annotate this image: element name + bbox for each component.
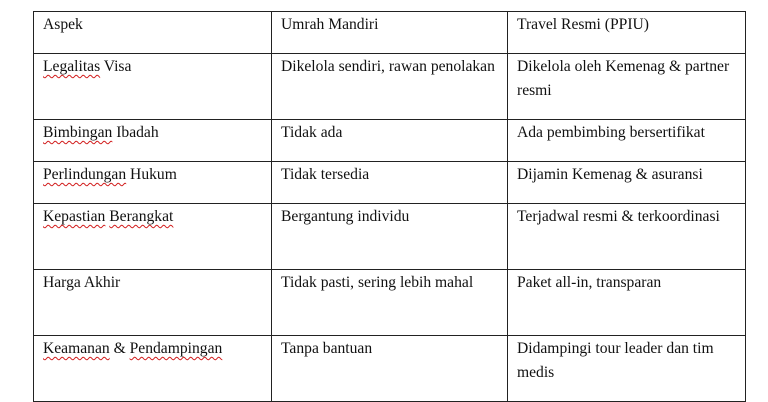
aspect-word: Keamanan (43, 340, 110, 357)
aspect-word: Hukum (126, 166, 177, 183)
aspect-cell (34, 162, 272, 204)
aspect-cell (34, 54, 272, 120)
aspect-word: Visa (100, 58, 132, 75)
aspect-word: Berangkat (109, 208, 174, 225)
header-cell-umrah-mandiri: Umrah Mandiri (272, 12, 508, 54)
table-row (34, 204, 746, 270)
aspect-word: Perlindungan (43, 166, 127, 183)
umrah-mandiri-cell: Tidak pasti, sering lebih mahal (272, 270, 508, 336)
umrah-mandiri-cell: Bergantung individu (272, 204, 508, 270)
aspect-word: Harga Akhir (43, 274, 121, 291)
travel-resmi-cell: Terjadwal resmi & terkoordinasi (508, 204, 746, 270)
table-row (34, 336, 746, 402)
travel-resmi-cell: Ada pembimbing bersertifikat (508, 120, 746, 162)
table-row (34, 270, 746, 336)
aspect-word: Ibadah (112, 124, 159, 141)
comparison-table (33, 11, 746, 402)
table-row (34, 54, 746, 120)
aspect-word: Bimbingan (43, 124, 113, 141)
aspect-word: Kepastian (43, 208, 106, 225)
travel-resmi-cell: Dijamin Kemenag & asuransi (508, 162, 746, 204)
table-row (34, 162, 746, 204)
header-row (34, 12, 746, 54)
aspect-word: & (109, 340, 130, 357)
aspect-cell (34, 270, 272, 336)
travel-resmi-cell: Dikelola oleh Kemenag & partner resmi (508, 54, 746, 120)
aspect-cell (34, 120, 272, 162)
aspect-word: Legalitas (43, 58, 101, 75)
header-cell-aspek: Aspek (34, 12, 272, 54)
header-cell-travel-resmi: Travel Resmi (PPIU) (508, 12, 746, 54)
aspect-cell (34, 336, 272, 402)
umrah-mandiri-cell: Tidak tersedia (272, 162, 508, 204)
aspect-word: Pendampingan (129, 340, 223, 357)
travel-resmi-cell: Paket all-in, transparan (508, 270, 746, 336)
aspect-cell (34, 204, 272, 270)
umrah-mandiri-cell: Dikelola sendiri, rawan penolakan (272, 54, 508, 120)
umrah-mandiri-cell: Tanpa bantuan (272, 336, 508, 402)
umrah-mandiri-cell: Tidak ada (272, 120, 508, 162)
travel-resmi-cell: Didampingi tour leader dan tim medis (508, 336, 746, 402)
table-row (34, 120, 746, 162)
